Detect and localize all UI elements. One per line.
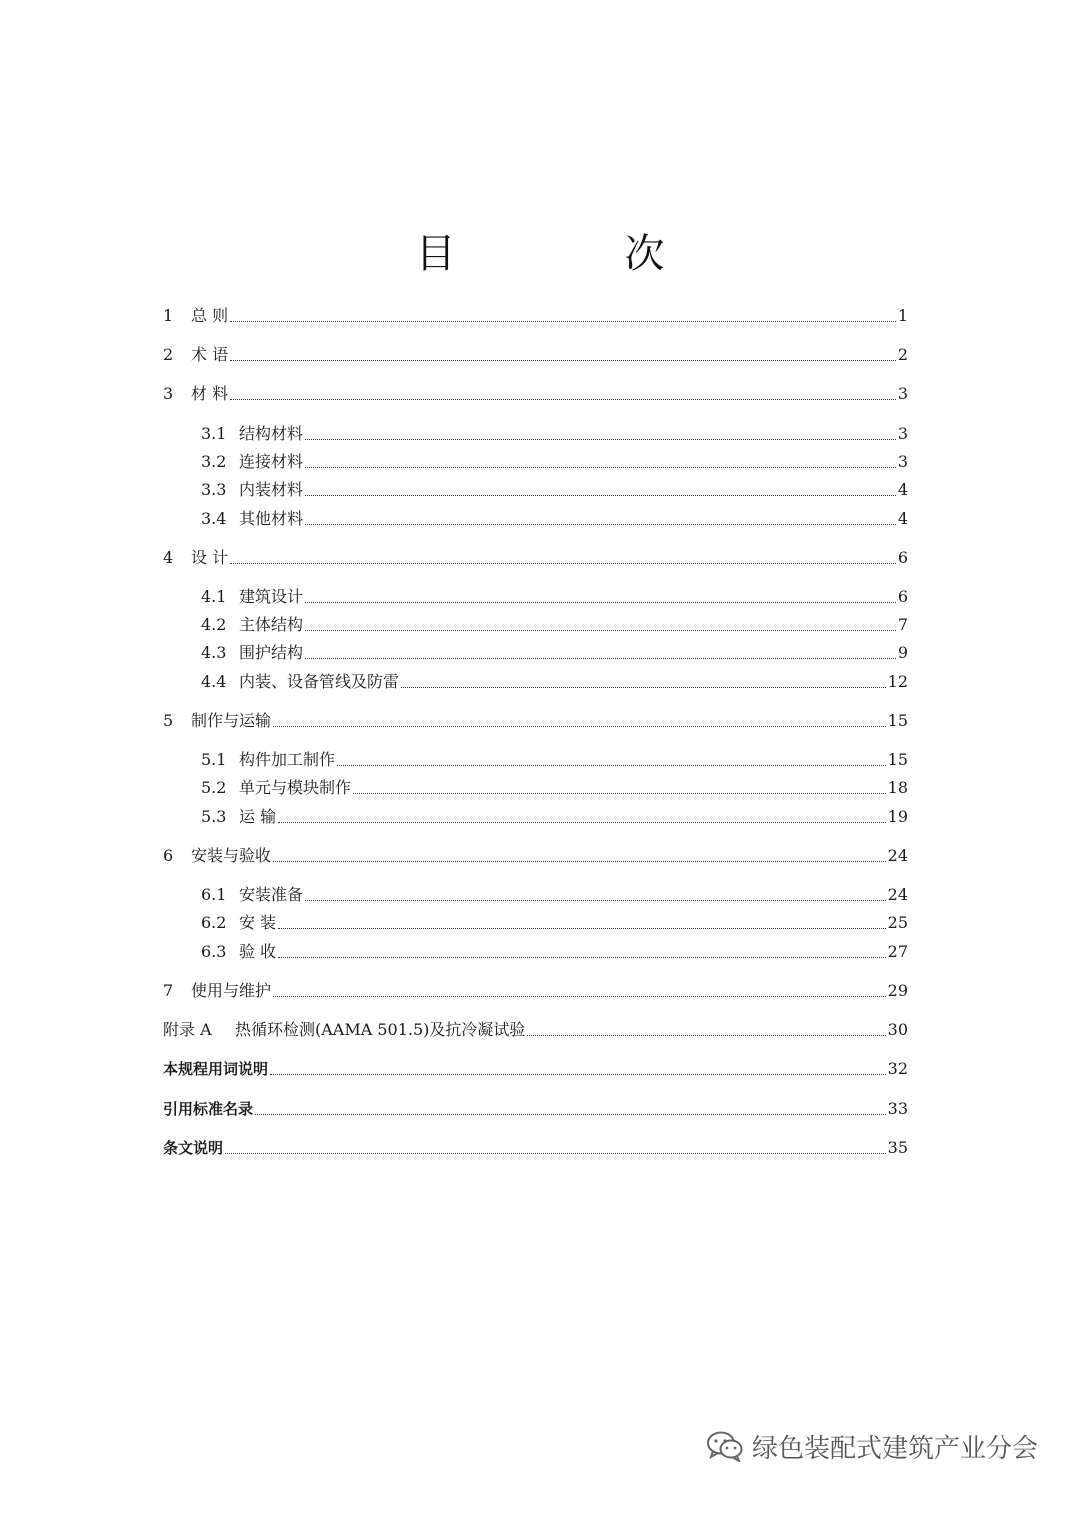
dot-leader — [305, 438, 896, 440]
watermark-text: 绿色装配式建筑产业分会 — [752, 1433, 1039, 1464]
toc-entry-3-2[interactable] — [201, 450, 908, 472]
toc-label: 安装准备 — [239, 885, 304, 904]
toc-number: 6.2 — [201, 913, 227, 932]
toc-entry-3[interactable] — [163, 382, 908, 404]
toc-page: 4 — [897, 480, 908, 499]
dot-leader — [305, 899, 886, 901]
dot-leader — [273, 725, 886, 727]
toc-entry-6[interactable] — [163, 844, 908, 866]
toc-page: 2 — [897, 345, 908, 364]
toc-entry-5-2[interactable] — [201, 776, 908, 798]
toc-entry-commentary[interactable] — [163, 1136, 908, 1158]
toc-number: 4.2 — [201, 615, 227, 634]
toc-page: 4 — [897, 509, 908, 528]
toc-number: 3.1 — [201, 424, 227, 443]
toc-label: 结构材料 — [239, 424, 304, 443]
toc-number: 4.4 — [201, 672, 227, 691]
toc-entry-wording[interactable] — [163, 1057, 908, 1079]
dot-leader — [305, 523, 896, 525]
toc-page: 9 — [897, 643, 908, 662]
toc-number: 1 — [163, 306, 174, 325]
dot-leader — [230, 320, 896, 322]
dot-leader — [278, 927, 886, 929]
dot-leader — [278, 956, 886, 958]
toc-entry-2[interactable] — [163, 343, 908, 365]
toc-page: 30 — [887, 1020, 908, 1039]
dot-leader — [527, 1034, 885, 1036]
wechat-icon — [706, 1430, 744, 1462]
toc-entry-4-3[interactable] — [201, 641, 908, 663]
toc-label: 热循环检测(AAMA 501.5)及抗冷凝试验 — [235, 1020, 526, 1039]
toc-page: 1 — [897, 306, 908, 325]
toc-number: 6.1 — [201, 885, 227, 904]
toc-number: 5.2 — [201, 778, 227, 797]
dot-leader — [230, 562, 896, 564]
toc-number: 3.3 — [201, 480, 227, 499]
toc-entry-6-3[interactable] — [201, 940, 908, 962]
toc-number: 6.3 — [201, 942, 227, 961]
toc-label: 引用标准名录 — [163, 1100, 254, 1118]
toc-page: 35 — [887, 1138, 908, 1157]
toc-label: 单元与模块制作 — [239, 778, 352, 797]
toc-entry-4-1[interactable] — [201, 585, 908, 607]
dot-leader — [353, 792, 886, 794]
dot-leader — [225, 1152, 886, 1154]
toc-label: 安装与验收 — [191, 846, 272, 865]
toc-page: 27 — [887, 942, 908, 961]
toc-label: 内装、设备管线及防雷 — [239, 672, 400, 691]
toc-number: 3 — [163, 384, 174, 403]
toc-page: 3 — [897, 452, 908, 471]
toc-label: 运 输 — [239, 807, 277, 826]
dot-leader — [305, 657, 896, 659]
toc-number: 附录 A — [163, 1020, 212, 1039]
toc-number: 2 — [163, 345, 174, 364]
dot-leader — [270, 1073, 886, 1075]
toc-label: 围护结构 — [239, 643, 304, 662]
dot-leader — [401, 686, 886, 688]
dot-leader — [278, 821, 886, 823]
dot-leader — [305, 466, 896, 468]
toc-label: 制作与运输 — [191, 711, 272, 730]
toc-page: 24 — [887, 846, 908, 865]
toc-label: 条文说明 — [163, 1139, 224, 1157]
toc-number: 5.1 — [201, 750, 227, 769]
toc-number: 5 — [163, 711, 174, 730]
toc-page: 18 — [887, 778, 908, 797]
toc-page: 32 — [887, 1059, 908, 1078]
toc-page: 24 — [887, 885, 908, 904]
toc-number: 3.4 — [201, 509, 227, 528]
toc-number: 4.1 — [201, 587, 227, 606]
toc-number: 3.2 — [201, 452, 227, 471]
toc-entry-4-4[interactable] — [201, 670, 908, 692]
toc-page: 15 — [887, 711, 908, 730]
toc-page: 3 — [897, 384, 908, 403]
dot-leader — [305, 494, 896, 496]
toc-number: 6 — [163, 846, 174, 865]
toc-entry-6-2[interactable] — [201, 911, 908, 933]
toc-label: 材 料 — [191, 384, 229, 403]
toc-label: 使用与维护 — [191, 981, 272, 1000]
dot-leader — [255, 1113, 886, 1115]
dot-leader — [230, 359, 896, 361]
toc-entry-4-2[interactable] — [201, 613, 908, 635]
toc-label: 设 计 — [191, 548, 229, 567]
toc-entry-3-3[interactable] — [201, 478, 908, 500]
toc-page: 6 — [897, 587, 908, 606]
toc-entry-5-1[interactable] — [201, 748, 908, 770]
dot-leader — [305, 601, 896, 603]
toc-entry-references[interactable] — [163, 1097, 908, 1119]
toc-page: 29 — [887, 981, 908, 1000]
dot-leader — [273, 860, 886, 862]
toc-entry-1[interactable] — [163, 304, 908, 326]
toc-page: 12 — [887, 672, 908, 691]
toc-entry-4[interactable] — [163, 546, 908, 568]
watermark — [706, 1426, 1038, 1466]
dot-leader — [305, 629, 896, 631]
toc-label: 安 装 — [239, 913, 277, 932]
toc-entry-5-3[interactable] — [201, 805, 908, 827]
toc-entry-3-4[interactable] — [201, 507, 908, 529]
toc-entry-7[interactable] — [163, 979, 908, 1001]
toc-number: 4 — [163, 548, 174, 567]
dot-leader — [337, 764, 886, 766]
toc-label: 总 则 — [191, 306, 229, 325]
toc-entry-appendix-a[interactable] — [163, 1018, 908, 1040]
toc-page: 15 — [887, 750, 908, 769]
toc-entry-5[interactable] — [163, 709, 908, 731]
toc-label: 术 语 — [191, 345, 229, 364]
toc-number: 4.3 — [201, 643, 227, 662]
toc-label: 连接材料 — [239, 452, 304, 471]
toc-page: 3 — [897, 424, 908, 443]
dot-leader — [230, 398, 896, 400]
toc-entry-6-1[interactable] — [201, 883, 908, 905]
toc-label: 内装材料 — [239, 480, 304, 499]
toc-label: 构件加工制作 — [239, 750, 336, 769]
toc-page: 25 — [887, 913, 908, 932]
toc-page: 7 — [897, 615, 908, 634]
toc-page: 33 — [887, 1099, 908, 1118]
toc-number: 7 — [163, 981, 174, 1000]
toc-page: 19 — [887, 807, 908, 826]
toc-label: 验 收 — [239, 942, 277, 961]
dot-leader — [273, 995, 886, 997]
toc-entry-3-1[interactable] — [201, 422, 908, 444]
page-title: 目 次 — [415, 231, 743, 277]
toc-label: 主体结构 — [239, 615, 304, 634]
toc-label: 建筑设计 — [239, 587, 304, 606]
toc-label: 其他材料 — [239, 509, 304, 528]
toc-label: 本规程用词说明 — [163, 1060, 269, 1078]
toc-number: 5.3 — [201, 807, 227, 826]
toc-page: 6 — [897, 548, 908, 567]
